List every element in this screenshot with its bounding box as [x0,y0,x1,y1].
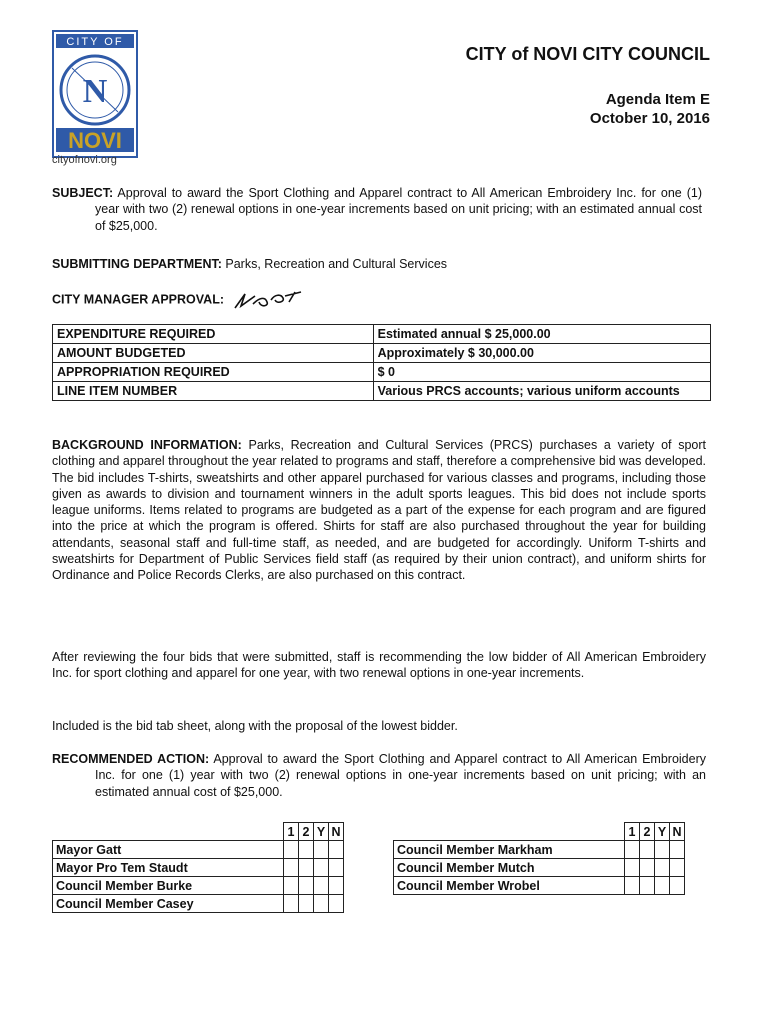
vote-cell [314,841,329,859]
subject-section [52,185,702,234]
vote-cell [655,877,670,895]
vote-cell [625,859,640,877]
recommended-section [52,751,706,800]
budget-value: Estimated annual $ 25,000.00 [373,325,710,344]
included-paragraph: Included is the bid tab sheet, along with the proposal of the lowest bidder. [52,719,458,733]
vote-header-blank [394,823,625,841]
vote-cell [329,859,344,877]
meeting-date: October 10, 2016 [589,110,710,127]
table-row [394,859,685,877]
vote-cell [329,841,344,859]
table-row [53,382,711,401]
department-text: Parks, Recreation and Cultural Services [225,257,448,271]
budget-label: APPROPRIATION REQUIRED [53,363,374,382]
department-label: SUBMITTING DEPARTMENT: [52,257,222,271]
budget-value: Various PRCS accounts; various uniform accounts [373,382,710,401]
vote-cell [329,877,344,895]
svg-text:N: N [82,73,108,110]
vote-col-header: 1 [625,823,640,841]
vote-cell [284,841,299,859]
agenda-item: Agenda Item E [605,91,710,108]
vote-cell [625,841,640,859]
department-section [52,256,702,272]
vote-col-header: 1 [284,823,299,841]
vote-header-row [53,823,344,841]
after-review-paragraph: After reviewing the four bids that were submitted, staff is recommending the low bidder of All American Embroidery Inc. for sport clothing and apparel for one year, with two renewal options in one-year increments. [52,650,706,681]
page-title: CITY of NOVI CITY COUNCIL [465,44,710,64]
background-label: BACKGROUND INFORMATION: [52,438,242,452]
city-of-novi-logo [52,30,138,158]
vote-cell [314,859,329,877]
vote-col-header: Y [655,823,670,841]
vote-cell [670,877,685,895]
table-row [53,363,711,382]
table-row [53,895,344,913]
vote-cell [655,841,670,859]
table-row [53,841,344,859]
budget-label: LINE ITEM NUMBER [53,382,374,401]
background-section [52,437,706,584]
svg-text:NOVI: NOVI [68,128,122,153]
budget-table [52,324,711,401]
svg-text:CITY OF: CITY OF [66,36,124,48]
council-member-name: Council Member Burke [53,877,284,895]
vote-cell [284,877,299,895]
council-member-name: Council Member Markham [394,841,625,859]
table-row [394,841,685,859]
vote-cell [625,877,640,895]
table-row [394,877,685,895]
vote-cell [284,859,299,877]
vote-cell [284,895,299,913]
vote-cell [670,841,685,859]
budget-label: AMOUNT BUDGETED [53,344,374,363]
budget-label: EXPENDITURE REQUIRED [53,325,374,344]
vote-col-header: 2 [299,823,314,841]
vote-header-blank [53,823,284,841]
vote-cell [640,859,655,877]
council-member-name: Council Member Mutch [394,859,625,877]
council-member-name: Mayor Pro Tem Staudt [53,859,284,877]
vote-col-header: 2 [640,823,655,841]
vote-cell [314,895,329,913]
signature-icon [231,288,311,312]
table-row [53,344,711,363]
vote-col-header: N [329,823,344,841]
recommended-label: RECOMMENDED ACTION: [52,752,210,766]
table-row [53,325,711,344]
vote-col-header: N [670,823,685,841]
background-text: Parks, Recreation and Cultural Services (PRCS) purchases a variety of sport clothing and apparel throughout the year related to programs and staff, therefore a comprehensive bid was developed. The bid includes T-shirts, sweatshirts and other apparel purchased for various classes and programs, including those given as awards to division and tournament winners in the adult sports leagues. This bid does not include sports league uniforms. Items related to programs are budgeted as a part of the expense for each program and are figured into the price at which the program is offered. Shirts for staff are also purchased throughout the year for building attendants, seasonal staff and full-time staff, as needed, and are budgeted for accordingly. Uniform T-shirts and sweatshirts for Department of Public Services field staff (as required by their union contract), and uniform shirts for Ordinance and Police Records Clerks, are also purchased on this contract. [52,438,707,583]
subject-label: SUBJECT: [52,186,114,200]
vote-cell [299,859,314,877]
table-row [53,859,344,877]
vote-cell [640,841,655,859]
vote-cell [299,841,314,859]
council-member-name: Mayor Gatt [53,841,284,859]
budget-value: $ 0 [373,363,710,382]
vote-cell [670,859,685,877]
logo-website: cityofnovi.org [52,154,117,166]
vote-cell [640,877,655,895]
vote-cell [314,877,329,895]
vote-cell [329,895,344,913]
vote-header-row [394,823,685,841]
vote-cell [299,877,314,895]
vote-table-left [52,822,344,913]
council-member-name: Council Member Wrobel [394,877,625,895]
council-member-name: Council Member Casey [53,895,284,913]
vote-cell [299,895,314,913]
subject-text: Approval to award the Sport Clothing and Apparel contract to All American Embroidery Inc. for one (1) year with two (2) renewal options in one-year increments based on unit pricing; with an estimated annual cost of $25,000. [95,186,702,233]
budget-value: Approximately $ 30,000.00 [373,344,710,363]
vote-table-right [393,822,685,895]
vote-col-header: Y [314,823,329,841]
table-row [53,877,344,895]
city-manager-approval [52,288,311,312]
city-manager-label: CITY MANAGER APPROVAL: [52,292,224,307]
vote-cell [655,859,670,877]
recommended-text: Approval to award the Sport Clothing and Apparel contract to All American Embroidery Inc. for one (1) year with two (2) renewal options in one-year increments based on unit pricing; with an estimated annual cost of $25,000. [95,752,706,799]
